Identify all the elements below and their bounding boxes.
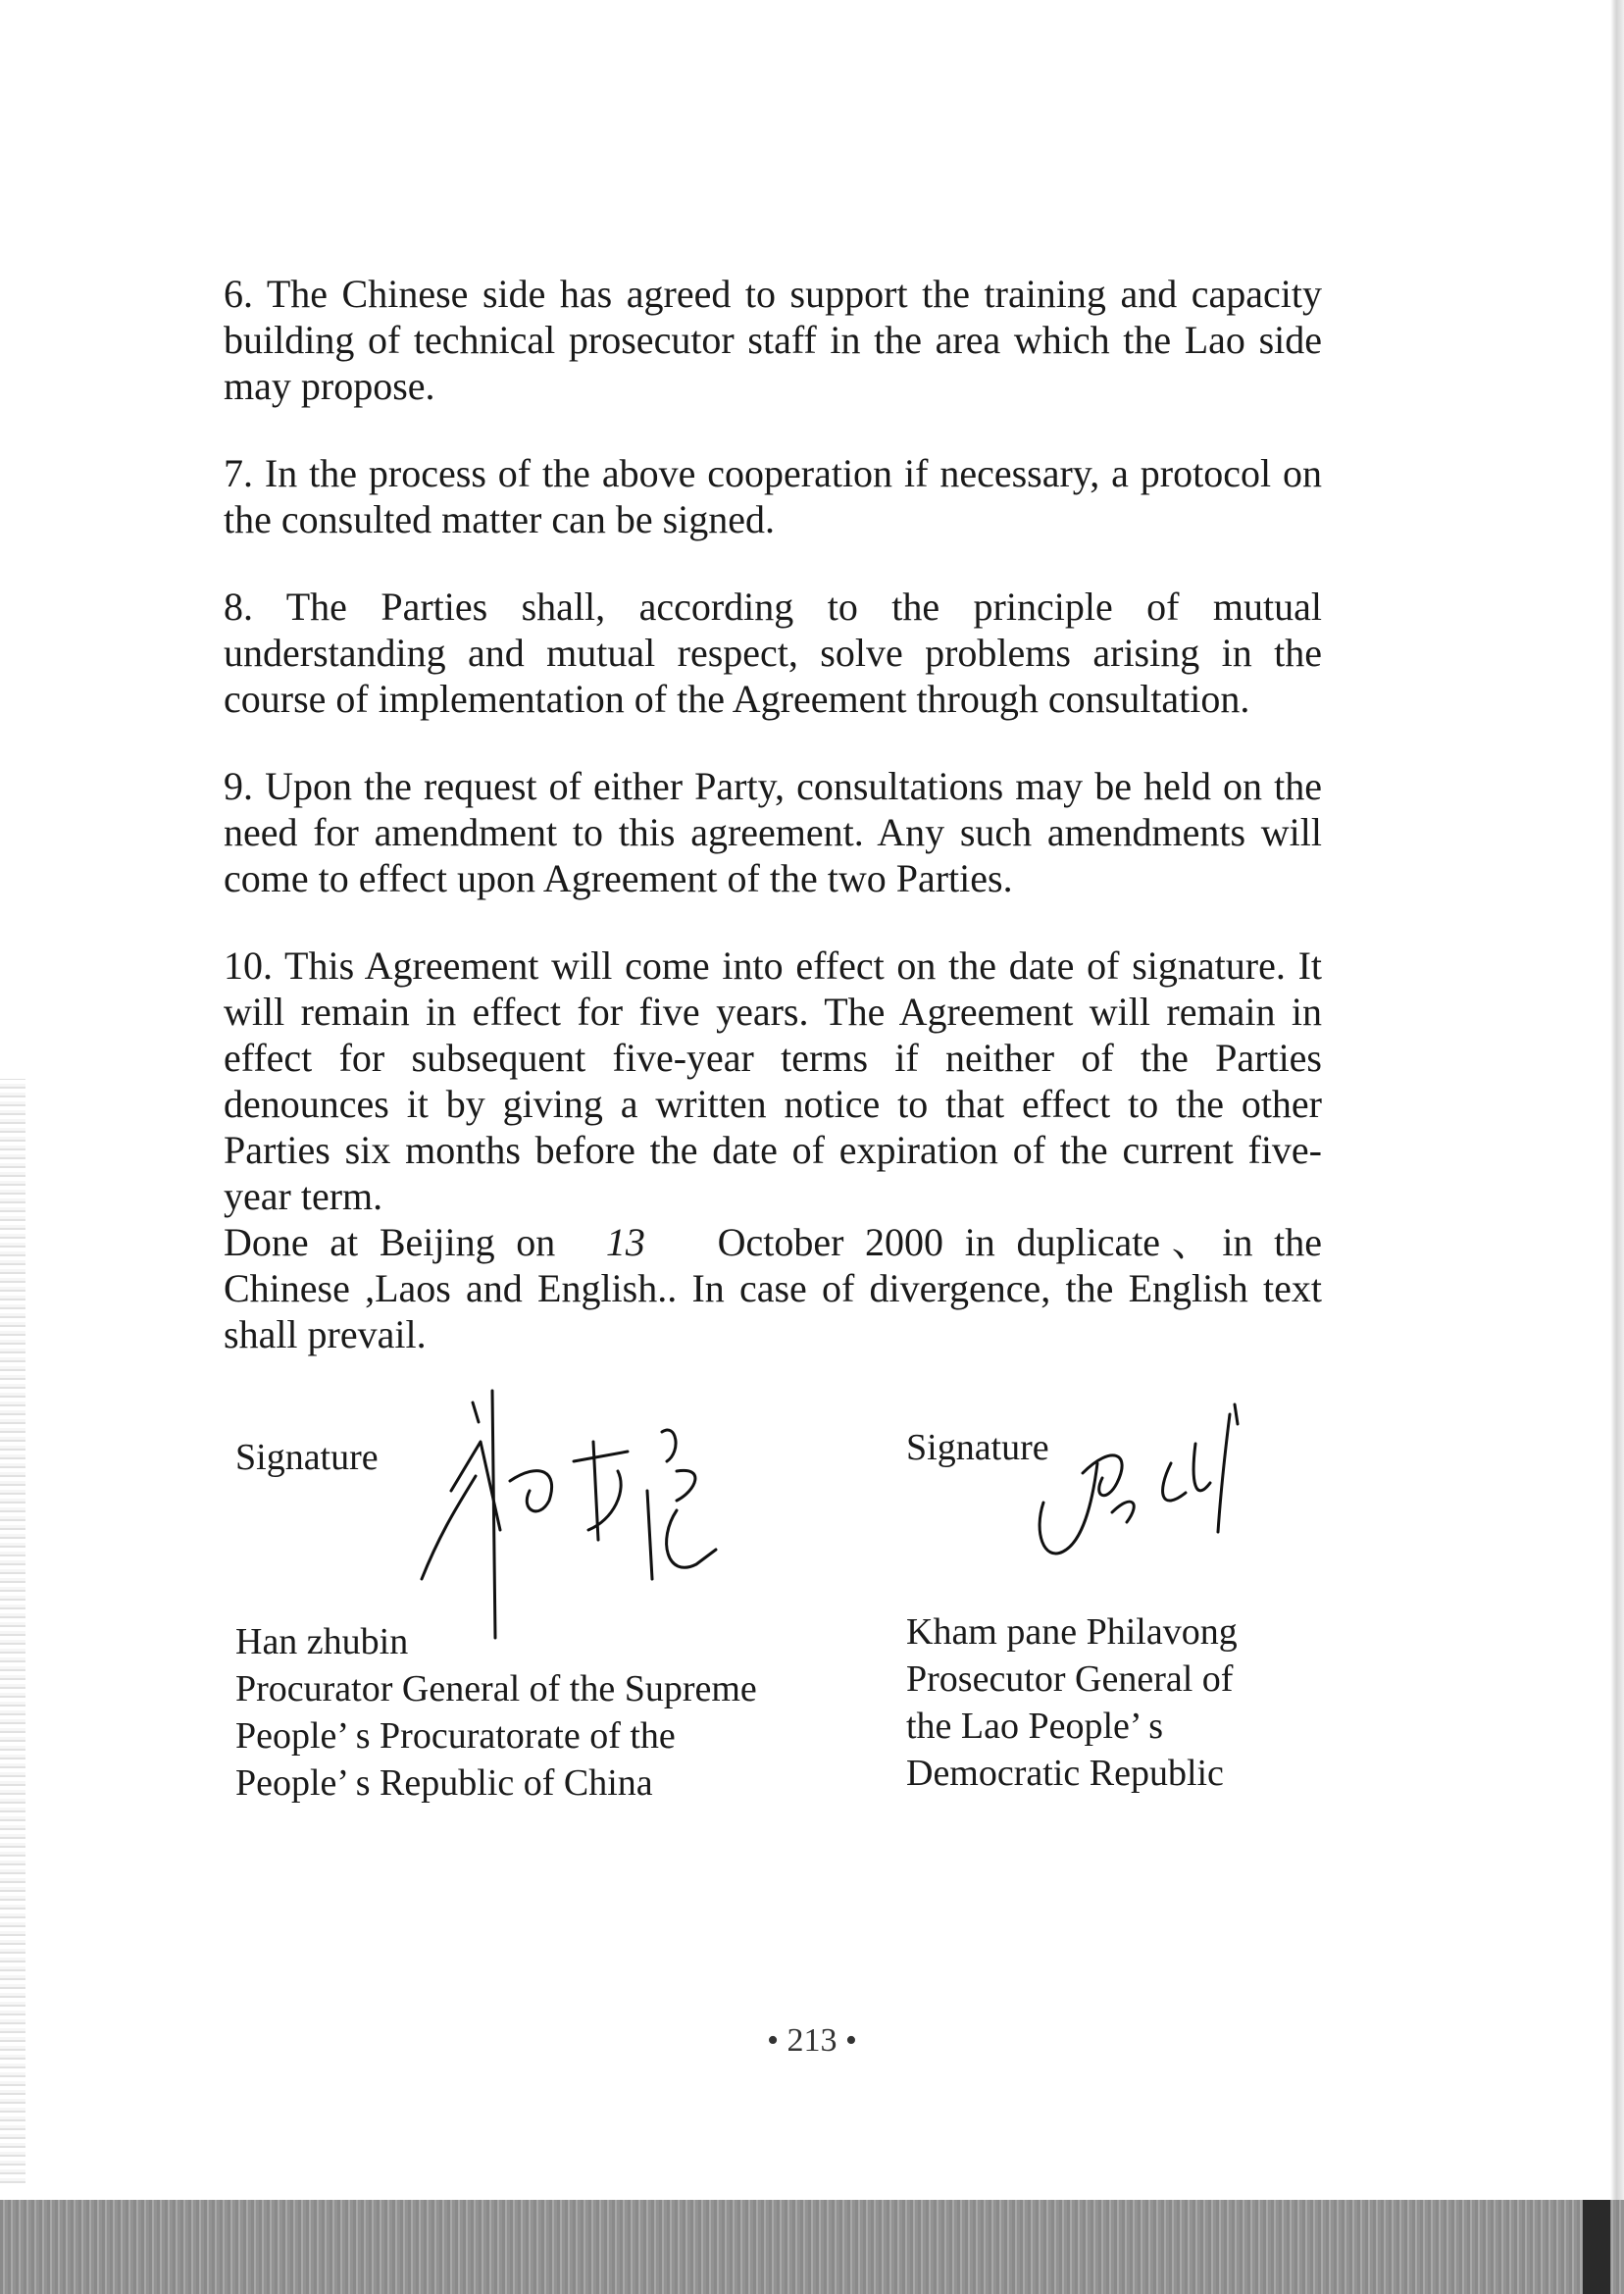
done-clause-prefix: Done at Beijing on	[224, 1220, 556, 1264]
scan-left-edge	[0, 1079, 25, 2187]
clause-7: 7. In the process of the above cooperation if necessary, a protocol on the consulted matter can be signed.	[224, 451, 1322, 541]
signatory-title-right-line-2: the Lao People’ s	[906, 1706, 1164, 1747]
signatory-name-left: Han zhubin	[235, 1621, 409, 1662]
signatory-title-right-line-3: Democratic Republic	[906, 1753, 1224, 1794]
agreement-body	[224, 271, 1322, 1357]
signature-block-right	[906, 1424, 1338, 1816]
signatory-title-left-line-1: Procurator General of the Supreme	[235, 1668, 757, 1709]
clause-9: 9. Upon the request of either Party, consultations may be held on the need for amendment to this agreement. Any such amendments will come to effect upon Agreement of the two Parties.	[224, 764, 1322, 900]
clause-8: 8. The Parties shall, according to the principle of mutual understanding and mutual respect, solve problems arising in the course of implementation of the Agreement through consultation.	[224, 585, 1322, 721]
signature-label-left: Signature	[235, 1437, 379, 1478]
signatory-right	[906, 1608, 1238, 1797]
scan-right-edge	[1610, 0, 1624, 2294]
handwritten-signature-left	[382, 1383, 755, 1638]
signature-block-left	[235, 1434, 843, 1826]
signatory-name-right: Kham pane Philavong	[906, 1611, 1238, 1653]
clause-6: 6. The Chinese side has agreed to support the training and capacity building of technical prosecutor staff in the area which the Lao side may propose.	[224, 272, 1322, 408]
done-clause	[224, 1219, 1322, 1357]
signature-label-right: Signature	[906, 1427, 1049, 1468]
handwritten-signature-right	[1024, 1385, 1279, 1581]
signatory-title-left-line-3: People’ s Republic of China	[235, 1762, 653, 1804]
scan-bottom-band-cap	[1583, 2200, 1610, 2294]
scan-bottom-band	[0, 2200, 1624, 2294]
done-clause-day: 13	[605, 1220, 645, 1264]
done-clause-suffix: October 2000 in duplicate、in the Chinese ,Laos and English.. In case of divergence, the English text shall prevail.	[224, 1220, 1323, 1356]
signatory-title-left-line-2: People’ s Procuratorate of the	[235, 1715, 676, 1757]
signatory-left	[235, 1618, 757, 1807]
page-number: • 213 •	[767, 2022, 857, 2059]
signatory-title-right-line-1: Prosecutor General of	[906, 1658, 1234, 1700]
clause-10: 10. This Agreement will come into effect on the date of signature. It will remain in effect for five years. The Agreement will remain in effect for subsequent five-year terms if neither of the Parties denounces it by giving a written notice to that effect to the other Parties six months before the date of expiration of the current five-year term.	[224, 943, 1322, 1218]
